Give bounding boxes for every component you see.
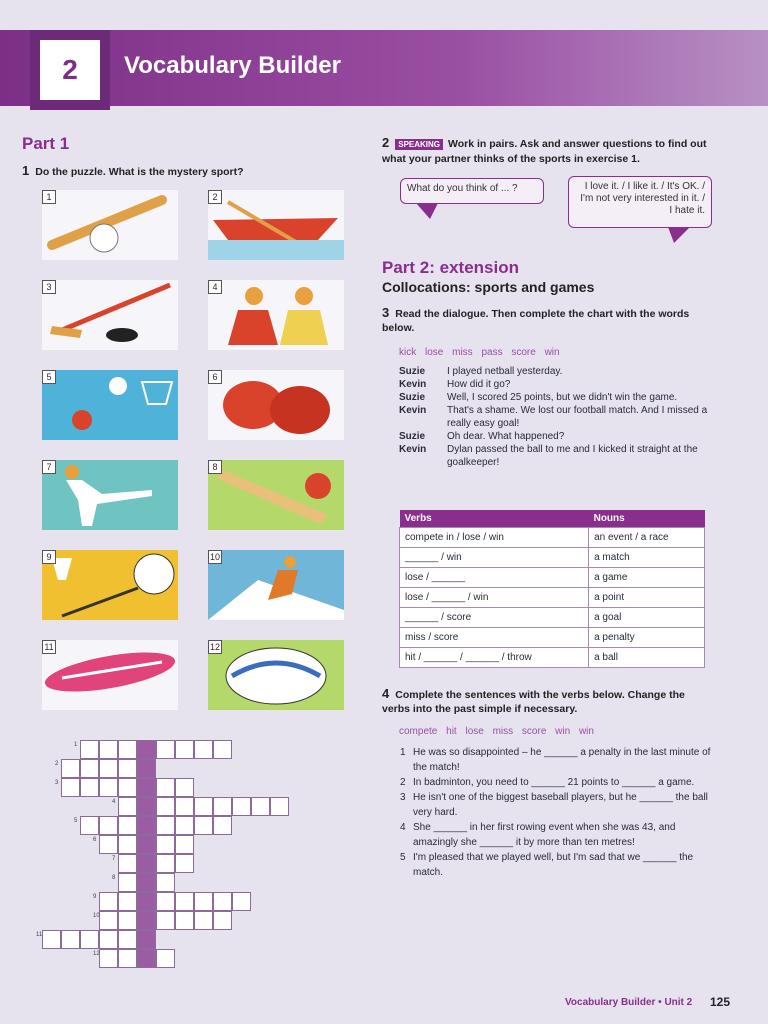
crossword-cell[interactable] — [232, 892, 251, 911]
crossword-cell[interactable] — [99, 816, 118, 835]
badminton-icon — [42, 550, 178, 620]
skiing-icon — [208, 550, 344, 620]
crossword-cell[interactable] — [99, 911, 118, 930]
tile-number: 9 — [42, 550, 56, 564]
crossword-cell[interactable] — [213, 911, 232, 930]
crossword-cell[interactable] — [61, 778, 80, 797]
crossword-cell[interactable] — [175, 911, 194, 930]
dialogue-line — [399, 365, 719, 378]
crossword-cell[interactable] — [156, 835, 175, 854]
speaker-name: Kevin — [399, 444, 427, 455]
crossword-cell[interactable] — [137, 778, 156, 797]
sentence-number: 1 — [400, 747, 406, 758]
crossword-cell[interactable] — [80, 778, 99, 797]
tile-number: 8 — [208, 460, 222, 474]
rowing-boat-icon — [208, 190, 344, 260]
dialogue-text: I played netball yesterday. — [447, 366, 563, 377]
chart-row — [400, 588, 705, 608]
sentence-text: I'm pleased that we played well, but I'm sad that we ______ the match. — [413, 852, 694, 878]
speaker-name: Kevin — [399, 379, 427, 390]
picture-tile — [42, 280, 178, 350]
ex1-instruction: 1 Do the puzzle. What is the mystery sport? — [22, 163, 244, 178]
unit-number: 2 — [40, 40, 100, 100]
chart-cell: a penalty — [589, 628, 705, 648]
chart-cell: lose / ______ — [400, 568, 589, 588]
part2-subheading: Collocations: sports and games — [382, 279, 595, 295]
speech-bubble-question: What do you think of ... ? — [400, 178, 544, 204]
crossword-cell[interactable] — [156, 892, 175, 911]
crossword-cell[interactable] — [80, 930, 99, 949]
clue-number: 8 — [112, 875, 116, 881]
clue-number: 5 — [74, 818, 78, 824]
crossword-cell[interactable] — [99, 892, 118, 911]
sentence-item — [400, 820, 720, 850]
chart-row — [400, 548, 705, 568]
crossword-cell[interactable] — [118, 930, 137, 949]
chart-cell: an event / a race — [589, 528, 705, 548]
unit-badge — [30, 30, 110, 110]
crossword-cell[interactable] — [213, 797, 232, 816]
crossword-cell[interactable] — [137, 930, 156, 949]
crossword-cell[interactable] — [118, 949, 137, 968]
chart-header-verbs: Verbs — [400, 510, 589, 528]
speech-bubble-answers: I love it. / I like it. / It's OK. / I'm not very interested in it. / I hate it. — [568, 176, 712, 228]
chart-row — [400, 628, 705, 648]
crossword-cell[interactable] — [118, 797, 137, 816]
chart-cell: compete in / lose / win — [400, 528, 589, 548]
crossword-cell[interactable] — [99, 930, 118, 949]
crossword-cell[interactable] — [118, 740, 137, 759]
chart-cell: lose / ______ / win — [400, 588, 589, 608]
chart-cell: a game — [589, 568, 705, 588]
crossword-cell[interactable] — [156, 949, 175, 968]
crossword-cell[interactable] — [137, 949, 156, 968]
tile-number: 10 — [209, 552, 220, 562]
crossword-cell[interactable] — [99, 778, 118, 797]
speaking-tag: SPEAKING — [395, 139, 443, 150]
crossword-cell[interactable] — [118, 873, 137, 892]
bubble-tail-right — [668, 227, 692, 245]
crossword-cell[interactable] — [270, 797, 289, 816]
tile-number: 3 — [42, 280, 56, 294]
speaker-name: Suzie — [399, 431, 426, 442]
crossword-cell[interactable] — [213, 892, 232, 911]
picture-tile — [208, 280, 344, 350]
crossword-cell[interactable] — [137, 740, 156, 759]
picture-tile — [42, 640, 178, 710]
chart-cell: hit / ______ / ______ / throw — [400, 648, 589, 668]
crossword-cell[interactable] — [137, 892, 156, 911]
tile-number: 1 — [42, 190, 56, 204]
chart-cell: a goal — [589, 608, 705, 628]
picture-tile — [42, 370, 178, 440]
crossword-cell[interactable] — [61, 759, 80, 778]
dialogue-line — [399, 443, 719, 469]
clue-number: 4 — [112, 799, 116, 805]
crossword-cell[interactable] — [137, 835, 156, 854]
sentence-number: 4 — [400, 822, 406, 833]
crossword-cell[interactable] — [118, 892, 137, 911]
sentence-text: He isn't one of the biggest baseball players, but he ______ the ball very hard. — [413, 792, 708, 818]
speaker-name: Suzie — [399, 392, 426, 403]
wrestling-icon — [208, 280, 344, 350]
part1-heading: Part 1 — [22, 134, 70, 153]
chart-cell: ______ / win — [400, 548, 589, 568]
picture-tile — [42, 190, 178, 260]
chart-cell: a ball — [589, 648, 705, 668]
crossword-cell[interactable] — [175, 797, 194, 816]
dialogue-line — [399, 378, 719, 391]
dialogue-line — [399, 430, 719, 443]
crossword-cell[interactable] — [61, 930, 80, 949]
sentence-item — [400, 775, 720, 790]
crossword-cell[interactable] — [99, 835, 118, 854]
crossword-cell[interactable] — [118, 835, 137, 854]
sentence-item — [400, 790, 720, 820]
sentence-number: 2 — [400, 777, 406, 788]
crossword-cell[interactable] — [156, 816, 175, 835]
clue-number: 3 — [55, 780, 59, 786]
crossword-cell[interactable] — [80, 816, 99, 835]
page-number: 125 — [710, 995, 731, 1009]
surfboard-icon — [42, 640, 178, 710]
dialogue-text: Oh dear. What happened? — [447, 431, 565, 442]
karate-icon — [42, 460, 178, 530]
baseball-bat-icon — [42, 190, 178, 260]
crossword-cell[interactable] — [118, 816, 137, 835]
crossword-cell[interactable] — [118, 759, 137, 778]
picture-tile — [42, 460, 178, 530]
part2-heading: Part 2: extension — [382, 258, 519, 277]
crossword-cell[interactable] — [194, 740, 213, 759]
sentence-text: In badminton, you need to ______ 21 points to ______ a game. — [413, 777, 695, 788]
ex2-instruction: 2 SPEAKING Work in pairs. Ask and answer questions to find out what your partner thinks of the sports in exercise 1. — [382, 135, 707, 165]
clue-number: 6 — [93, 837, 97, 843]
chart-cell: a point — [589, 588, 705, 608]
crossword-cell[interactable] — [175, 835, 194, 854]
clue-number: 7 — [112, 856, 116, 862]
crossword-cell[interactable] — [251, 797, 270, 816]
page-title: Vocabulary Builder — [124, 52, 341, 79]
crossword-cell[interactable] — [99, 740, 118, 759]
crossword-cell[interactable] — [232, 797, 251, 816]
crossword-cell[interactable] — [137, 873, 156, 892]
clue-number: 9 — [93, 894, 97, 900]
tile-number: 6 — [208, 370, 222, 384]
verbs-nouns-chart — [399, 510, 705, 668]
ex4-sentences — [400, 745, 720, 880]
picture-tile — [208, 460, 344, 530]
crossword-cell[interactable] — [156, 740, 175, 759]
chart-cell: ______ / score — [400, 608, 589, 628]
netball-icon — [42, 370, 178, 440]
tile-number: 4 — [208, 280, 222, 294]
cricket-bat-icon — [208, 460, 344, 530]
crossword-cell[interactable] — [156, 911, 175, 930]
crossword-cell[interactable] — [137, 759, 156, 778]
crossword-cell[interactable] — [156, 778, 175, 797]
footer-text: Vocabulary Builder • Unit 2 — [565, 997, 693, 1008]
crossword-cell[interactable] — [137, 816, 156, 835]
chart-cell: a match — [589, 548, 705, 568]
sentence-text: She ______ in her first rowing event when she was 43, and amazingly she ______ it by more than ten metres! — [413, 822, 676, 848]
clue-number: 10 — [93, 913, 100, 919]
crossword-cell[interactable] — [213, 816, 232, 835]
crossword-cell[interactable] — [137, 854, 156, 873]
crossword-cell[interactable] — [80, 740, 99, 759]
chart-header-nouns: Nouns — [589, 510, 705, 528]
crossword-cell[interactable] — [42, 930, 61, 949]
crossword-cell[interactable] — [175, 778, 194, 797]
boxing-gloves-icon — [208, 370, 344, 440]
tile-number: 7 — [42, 460, 56, 474]
crossword-cell[interactable] — [194, 892, 213, 911]
crossword-cell[interactable] — [194, 816, 213, 835]
picture-tile — [42, 550, 178, 620]
chart-row — [400, 648, 705, 668]
crossword-cell[interactable] — [175, 816, 194, 835]
dialogue-text: That's a shame. We lost our football match. And I missed a really easy goal! — [447, 405, 708, 429]
rugby-ball-icon — [208, 640, 344, 710]
ex3-word-box: kick lose miss pass score win — [399, 347, 560, 358]
crossword-cell[interactable] — [194, 911, 213, 930]
crossword-cell[interactable] — [118, 778, 137, 797]
crossword-cell[interactable] — [118, 911, 137, 930]
speaker-name: Suzie — [399, 366, 426, 377]
chart-row — [400, 568, 705, 588]
dialogue-line — [399, 391, 719, 404]
crossword-cell[interactable] — [175, 740, 194, 759]
sentence-item — [400, 745, 720, 775]
crossword-cell[interactable] — [175, 892, 194, 911]
sentence-item — [400, 850, 720, 880]
clue-number: 12 — [93, 951, 100, 957]
chart-row — [400, 528, 705, 548]
picture-tile — [208, 550, 344, 620]
ex3-instruction: 3 Read the dialogue. Then complete the chart with the words below. — [382, 305, 690, 334]
speaker-name: Kevin — [399, 405, 427, 416]
crossword-cell[interactable] — [99, 759, 118, 778]
sentence-number: 3 — [400, 792, 406, 803]
crossword-cell[interactable] — [80, 759, 99, 778]
picture-tile — [208, 190, 344, 260]
tile-number: 12 — [209, 642, 220, 652]
picture-tile — [208, 370, 344, 440]
hockey-stick-icon — [42, 280, 178, 350]
dialogue-text: Well, I scored 25 points, but we didn't win the game. — [447, 392, 678, 403]
clue-number: 11 — [36, 932, 43, 938]
crossword-cell[interactable] — [118, 854, 137, 873]
crossword-cell[interactable] — [156, 873, 175, 892]
clue-number: 2 — [55, 761, 59, 767]
chart-row — [400, 608, 705, 628]
header-band — [0, 30, 768, 106]
dialogue-text: How did it go? — [447, 379, 511, 390]
crossword-cell[interactable] — [156, 854, 175, 873]
crossword-cell[interactable] — [213, 740, 232, 759]
ex4-instruction: 4 Complete the sentences with the verbs below. Change the verbs into the past simple if necessary. — [382, 686, 685, 715]
clue-number: 1 — [74, 742, 78, 748]
crossword-cell[interactable] — [99, 949, 118, 968]
picture-tile — [208, 640, 344, 710]
bubble-tail-left — [416, 203, 440, 221]
crossword-cell[interactable] — [156, 797, 175, 816]
dialogue-line — [399, 404, 719, 430]
tile-number: 5 — [42, 370, 56, 384]
dialogue-text: Dylan passed the ball to me and I kicked it straight at the goalkeeper! — [447, 444, 698, 468]
tile-number: 11 — [42, 640, 56, 654]
crossword-cell[interactable] — [137, 911, 156, 930]
crossword-cell[interactable] — [175, 854, 194, 873]
sentence-text: He was so disappointed – he ______ a penalty in the last minute of the match! — [413, 747, 711, 773]
crossword-cell[interactable] — [194, 797, 213, 816]
dialogue — [399, 365, 719, 469]
crossword-cell[interactable] — [137, 797, 156, 816]
chart-cell: miss / score — [400, 628, 589, 648]
tile-number: 2 — [208, 190, 222, 204]
ex4-word-box: compete hit lose miss score win win — [399, 726, 594, 737]
sentence-number: 5 — [400, 852, 406, 863]
